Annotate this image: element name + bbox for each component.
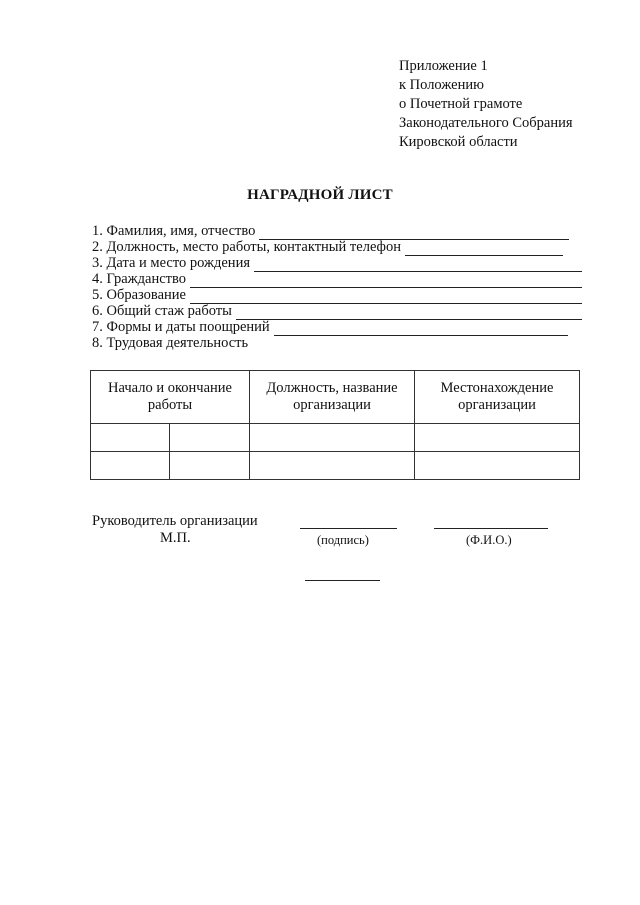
stamp-label: М.П. — [160, 530, 191, 546]
table-cell[interactable] — [91, 424, 170, 452]
full-name-caption: (Ф.И.О.) — [466, 533, 512, 547]
fill-in-line[interactable] — [190, 292, 582, 304]
table-cell[interactable] — [91, 452, 170, 480]
fill-in-line[interactable] — [254, 260, 582, 272]
table-row — [91, 452, 580, 480]
fill-in-line[interactable] — [274, 324, 568, 336]
field-full-name — [92, 224, 582, 240]
appendix-line: Приложение 1 — [399, 58, 488, 74]
field-experience — [92, 304, 582, 320]
table-header-cell: Начало и окончание работы — [91, 371, 250, 424]
head-of-organization-label: Руководитель организации — [92, 513, 258, 529]
table-cell[interactable] — [170, 452, 250, 480]
table-cell[interactable] — [250, 452, 415, 480]
table-cell[interactable] — [170, 424, 250, 452]
field-awards — [92, 320, 582, 336]
table-header-row — [91, 371, 580, 424]
signature-line[interactable] — [300, 528, 397, 529]
fill-in-line[interactable] — [405, 244, 563, 256]
closing-divider — [305, 580, 380, 581]
fill-in-line[interactable] — [236, 308, 582, 320]
full-name-line[interactable] — [434, 528, 548, 529]
table-row — [91, 424, 580, 452]
field-label: 8. Трудовая деятельность — [92, 335, 249, 351]
field-label: 1. Фамилия, имя, отчество — [92, 223, 256, 239]
field-birth — [92, 256, 582, 272]
field-citizenship — [92, 272, 582, 288]
field-position-contact — [92, 240, 582, 256]
field-label: 3. Дата и место рождения — [92, 255, 250, 271]
table-cell[interactable] — [415, 452, 580, 480]
field-label: 2. Должность, место работы, контактный телефон — [92, 239, 401, 255]
field-work-history — [92, 336, 582, 352]
appendix-line: к Положению — [399, 77, 484, 93]
form-fields — [92, 224, 582, 352]
field-label: 4. Гражданство — [92, 271, 187, 287]
work-history-table — [90, 370, 580, 480]
appendix-line: о Почетной грамоте — [399, 96, 523, 112]
signature-caption: (подпись) — [317, 533, 369, 547]
table-header-cell: Должность, название организации — [250, 371, 415, 424]
field-label: 6. Общий стаж работы — [92, 303, 232, 319]
field-education — [92, 288, 582, 304]
table-cell[interactable] — [250, 424, 415, 452]
field-label: 7. Формы и даты поощрений — [92, 319, 270, 335]
appendix-line: Кировской области — [399, 134, 518, 150]
table-header-cell: Местонахождение организации — [415, 371, 580, 424]
appendix-note — [399, 57, 573, 152]
appendix-line: Законодательного Собрания — [399, 115, 573, 131]
field-label: 5. Образование — [92, 287, 186, 303]
table-cell[interactable] — [415, 424, 580, 452]
document-title: НАГРАДНОЙ ЛИСТ — [247, 187, 393, 203]
fill-in-line[interactable] — [190, 276, 582, 288]
